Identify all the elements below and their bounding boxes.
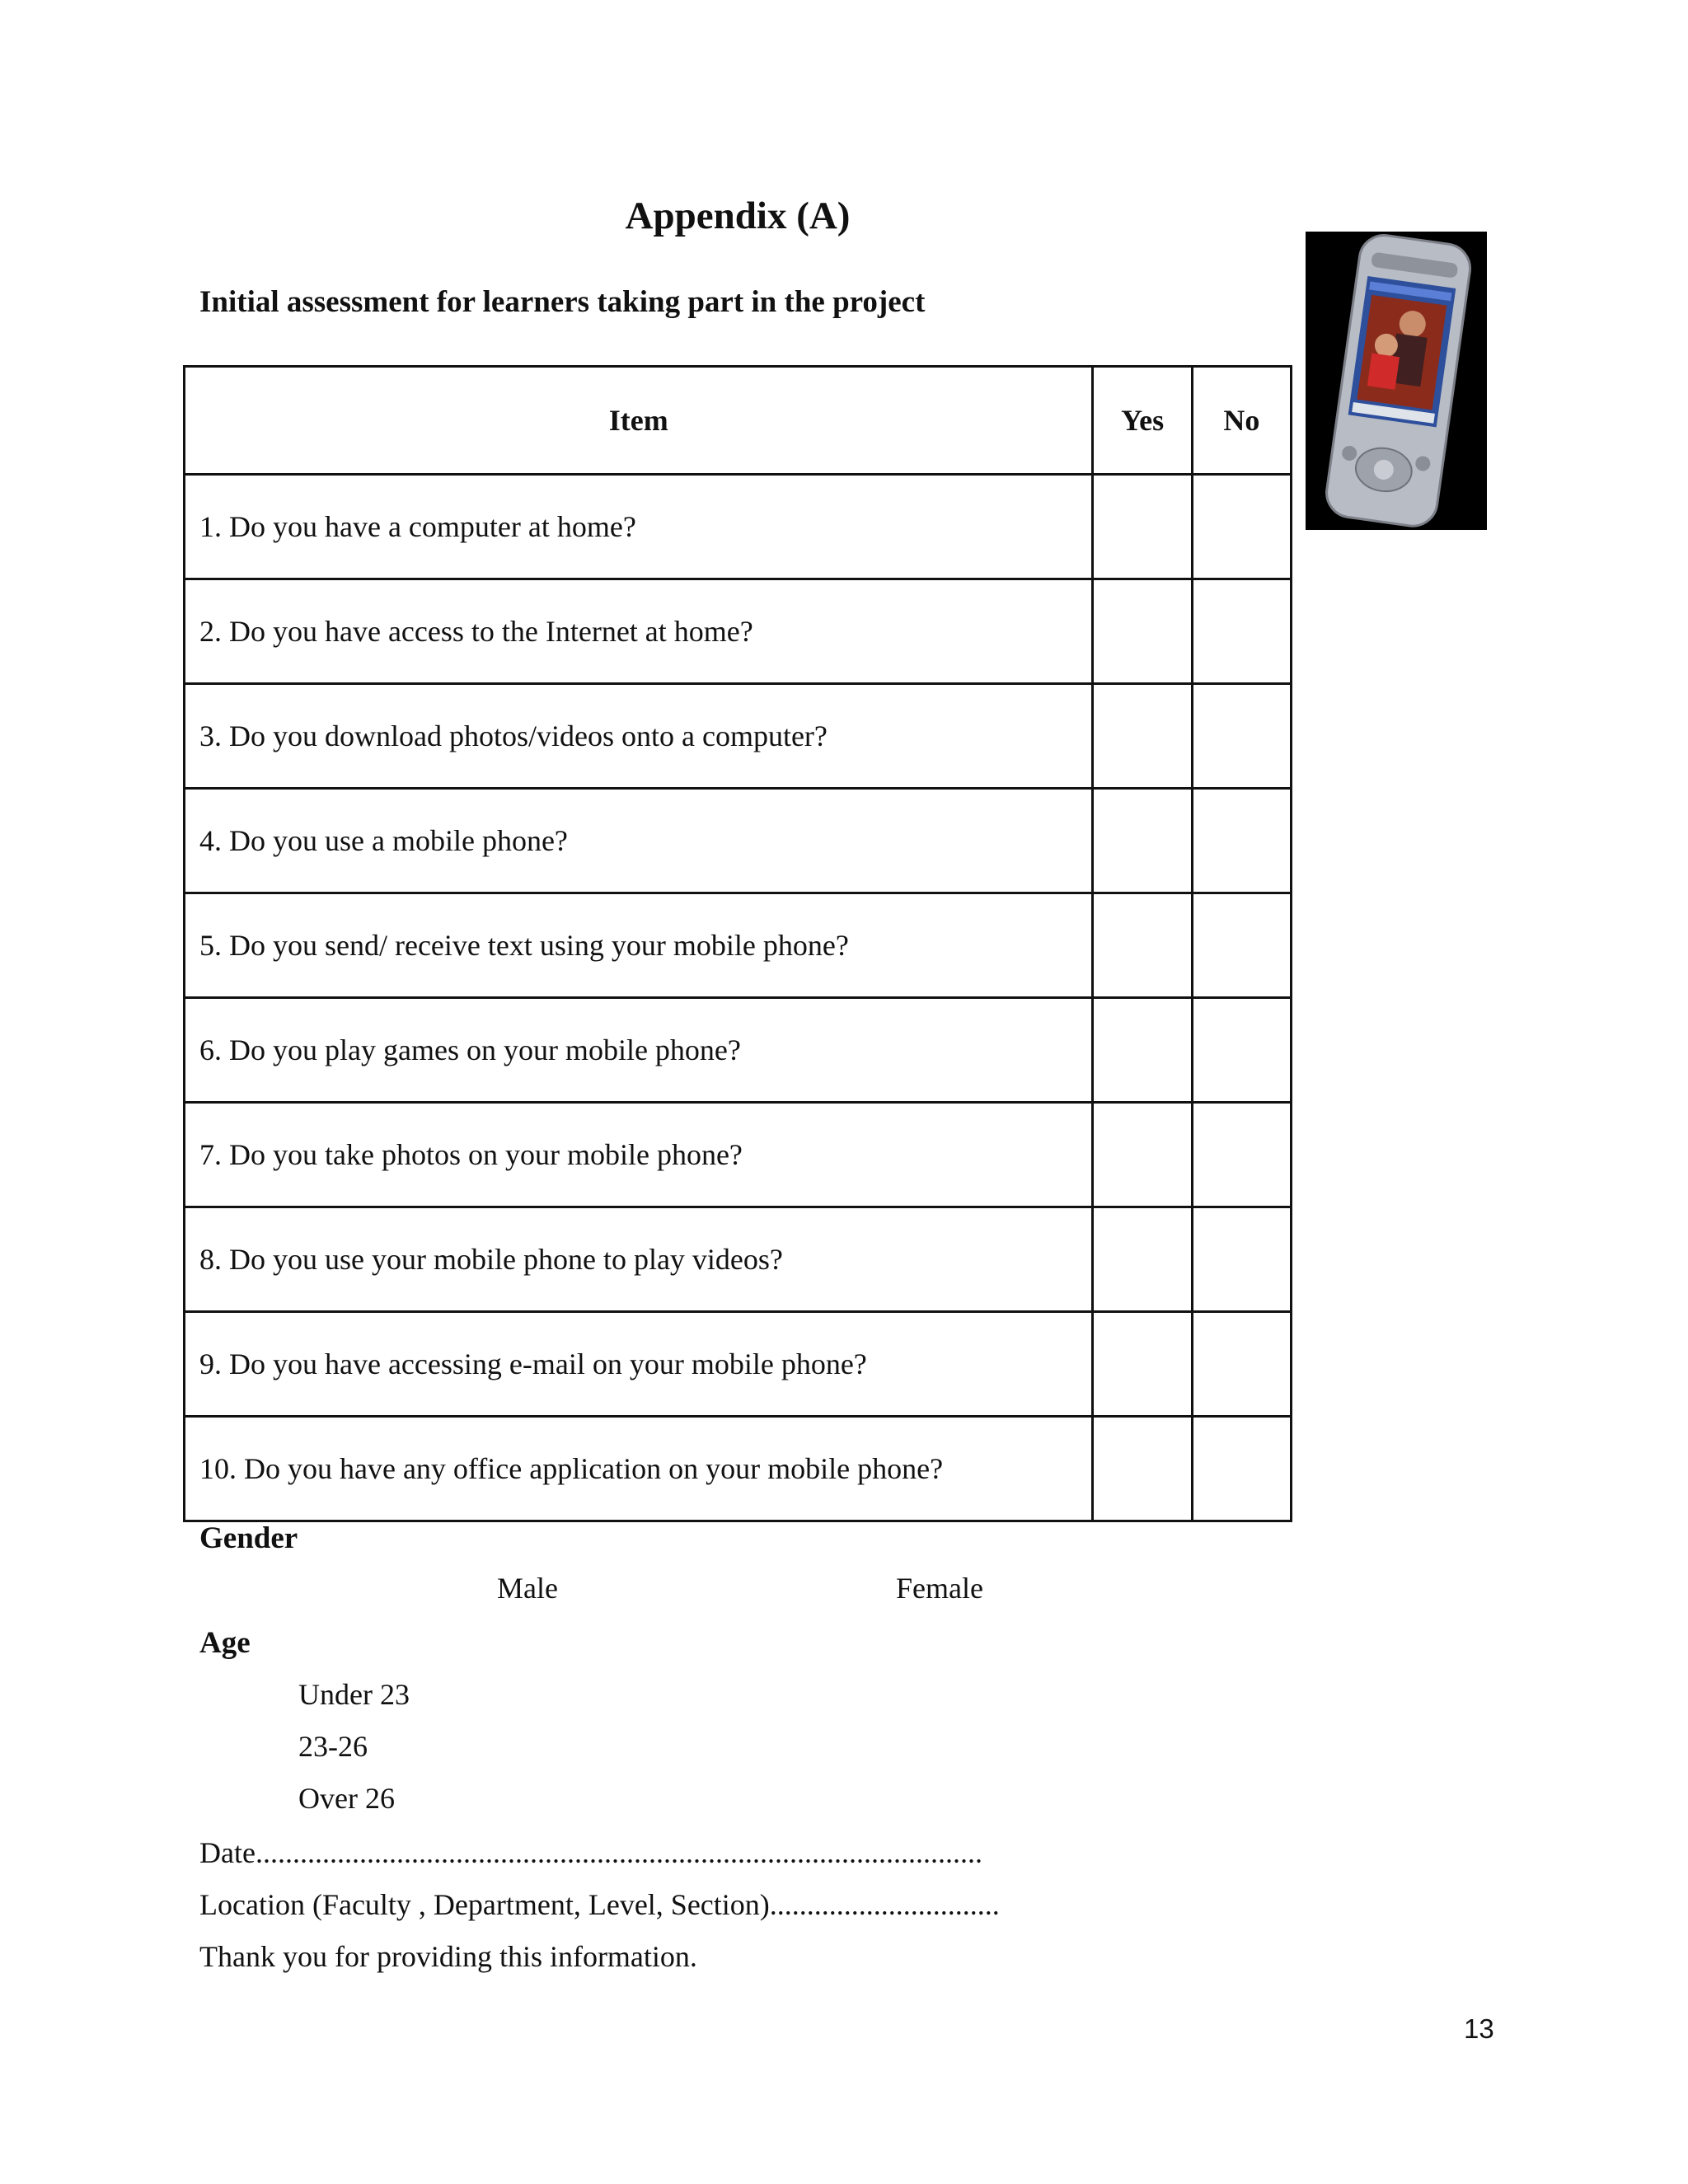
question-text: 1. Do you have a computer at home? xyxy=(185,475,1093,579)
mobile-phone-icon xyxy=(1306,232,1487,530)
question-text: 2. Do you have access to the Internet at home? xyxy=(185,579,1093,684)
no-checkbox-cell[interactable] xyxy=(1192,998,1291,1103)
yes-checkbox-cell[interactable] xyxy=(1093,579,1192,684)
question-text: 9. Do you have accessing e-mail on your mobile phone? xyxy=(185,1312,1093,1417)
question-text: 7. Do you take photos on your mobile phone? xyxy=(185,1103,1093,1207)
mobile-phone-photo xyxy=(1306,232,1487,530)
no-checkbox-cell[interactable] xyxy=(1192,475,1291,579)
table-row xyxy=(185,1417,1292,1521)
table-row xyxy=(185,579,1292,684)
no-checkbox-cell[interactable] xyxy=(1192,893,1291,998)
gender-label: Gender xyxy=(199,1521,298,1555)
gender-option-male[interactable]: Male xyxy=(497,1572,558,1605)
yes-checkbox-cell[interactable] xyxy=(1093,893,1192,998)
question-text: 3. Do you download photos/videos onto a computer? xyxy=(185,684,1093,789)
table-row xyxy=(185,475,1292,579)
page-number: 13 xyxy=(1464,2013,1494,2044)
table-header-row xyxy=(185,367,1292,475)
yes-checkbox-cell[interactable] xyxy=(1093,998,1192,1103)
header-item: Item xyxy=(185,367,1093,475)
location-field[interactable]: Location (Faculty , Department, Level, Section)............................... xyxy=(199,1888,1000,1921)
table-row xyxy=(185,1207,1292,1312)
yes-checkbox-cell[interactable] xyxy=(1093,475,1192,579)
question-text: 8. Do you use your mobile phone to play videos? xyxy=(185,1207,1093,1312)
question-text: 5. Do you send/ receive text using your mobile phone? xyxy=(185,893,1093,998)
table-row xyxy=(185,789,1292,893)
no-checkbox-cell[interactable] xyxy=(1192,1312,1291,1417)
table-row xyxy=(185,998,1292,1103)
no-checkbox-cell[interactable] xyxy=(1192,789,1291,893)
date-field[interactable]: Date.................................................................................................. xyxy=(199,1836,982,1869)
age-option-under-23[interactable]: Under 23 xyxy=(298,1678,410,1711)
no-checkbox-cell[interactable] xyxy=(1192,1207,1291,1312)
assessment-table xyxy=(183,365,1292,1522)
yes-checkbox-cell[interactable] xyxy=(1093,1312,1192,1417)
yes-checkbox-cell[interactable] xyxy=(1093,1103,1192,1207)
question-text: 4. Do you use a mobile phone? xyxy=(185,789,1093,893)
question-text: 6. Do you play games on your mobile phone? xyxy=(185,998,1093,1103)
header-yes: Yes xyxy=(1093,367,1192,475)
thanks-text: Thank you for providing this information. xyxy=(199,1940,697,1973)
yes-checkbox-cell[interactable] xyxy=(1093,1417,1192,1521)
question-text: 10. Do you have any office application on your mobile phone? xyxy=(185,1417,1093,1521)
yes-checkbox-cell[interactable] xyxy=(1093,1207,1192,1312)
age-label: Age xyxy=(199,1626,251,1660)
table-row xyxy=(185,684,1292,789)
table-row xyxy=(185,1103,1292,1207)
age-option-23-26[interactable]: 23-26 xyxy=(298,1730,368,1763)
gender-option-female[interactable]: Female xyxy=(896,1572,983,1605)
table-row xyxy=(185,1312,1292,1417)
yes-checkbox-cell[interactable] xyxy=(1093,684,1192,789)
header-no: No xyxy=(1192,367,1291,475)
no-checkbox-cell[interactable] xyxy=(1192,579,1291,684)
age-option-over-26[interactable]: Over 26 xyxy=(298,1782,395,1815)
yes-checkbox-cell[interactable] xyxy=(1093,789,1192,893)
page-title: Appendix (A) xyxy=(625,194,851,237)
no-checkbox-cell[interactable] xyxy=(1192,1417,1291,1521)
table-row xyxy=(185,893,1292,998)
no-checkbox-cell[interactable] xyxy=(1192,684,1291,789)
page-subtitle: Initial assessment for learners taking part in the project xyxy=(199,285,926,319)
no-checkbox-cell[interactable] xyxy=(1192,1103,1291,1207)
